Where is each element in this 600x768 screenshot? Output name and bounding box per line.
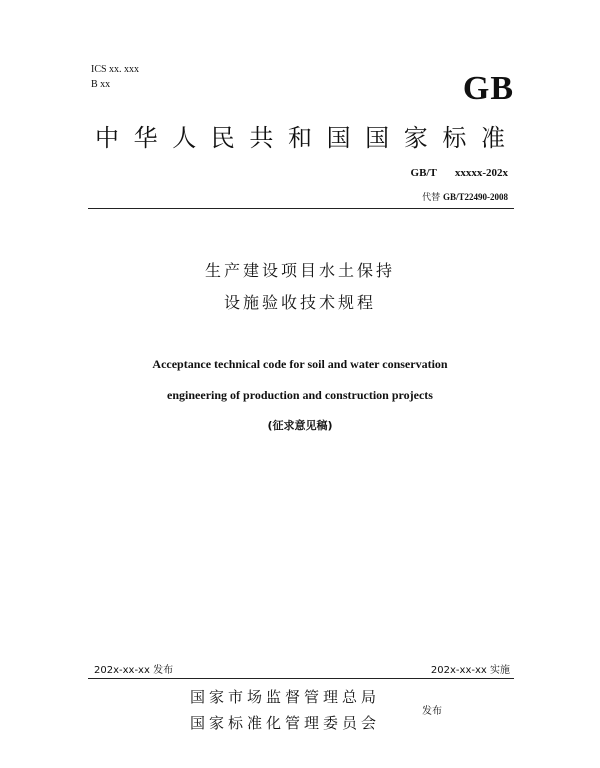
standard-title xyxy=(95,122,505,154)
standard-title-char: 国 xyxy=(326,124,351,152)
standard-title-char: 华 xyxy=(133,124,158,152)
issuer-line2: 国家标准化管理委员会 xyxy=(190,714,381,732)
replaces-note xyxy=(422,190,508,203)
header-divider xyxy=(88,208,514,209)
standard-title-char: 家 xyxy=(403,124,428,152)
standard-title-char: 和 xyxy=(287,124,312,152)
publish-label: 发布 xyxy=(422,706,442,717)
classification-code: B xx xyxy=(91,79,111,90)
standard-title-char: 国 xyxy=(365,124,390,152)
standard-title-char: 中 xyxy=(95,124,119,152)
cn-title-line2: 设施验收技术规程 xyxy=(223,293,376,312)
draft-note: (征求意见稿) xyxy=(267,419,333,432)
replaces-code: GB/T22490-2008 xyxy=(442,192,508,202)
standard-title-char: 标 xyxy=(442,124,467,152)
standard-number-prefix: GB/T xyxy=(410,167,437,179)
issue-date: 202x-xx-xx 发布 xyxy=(94,665,174,676)
replaces-label: 代替 xyxy=(422,193,441,203)
cn-title-line1: 生产建设项目水土保持 xyxy=(204,261,395,280)
implementation-date: 202x-xx-xx 实施 xyxy=(430,665,510,676)
standard-title-char: 共 xyxy=(249,124,274,152)
en-title-line2: engineering of production and construction projects xyxy=(167,388,433,402)
standard-title-char: 准 xyxy=(480,124,505,152)
standard-title-char: 人 xyxy=(172,124,197,152)
gb-logo: GB xyxy=(462,70,514,107)
issuer-line1: 国家市场监督管理总局 xyxy=(190,688,381,706)
en-title-line1: Acceptance technical code for soil and water conservation xyxy=(152,357,448,371)
ics-code: ICS xx. xxx xyxy=(91,64,140,75)
standard-number-code: xxxxx-202x xyxy=(454,167,508,179)
standard-title-char: 民 xyxy=(210,124,235,152)
standard-number xyxy=(411,167,508,179)
footer-divider xyxy=(88,678,514,679)
